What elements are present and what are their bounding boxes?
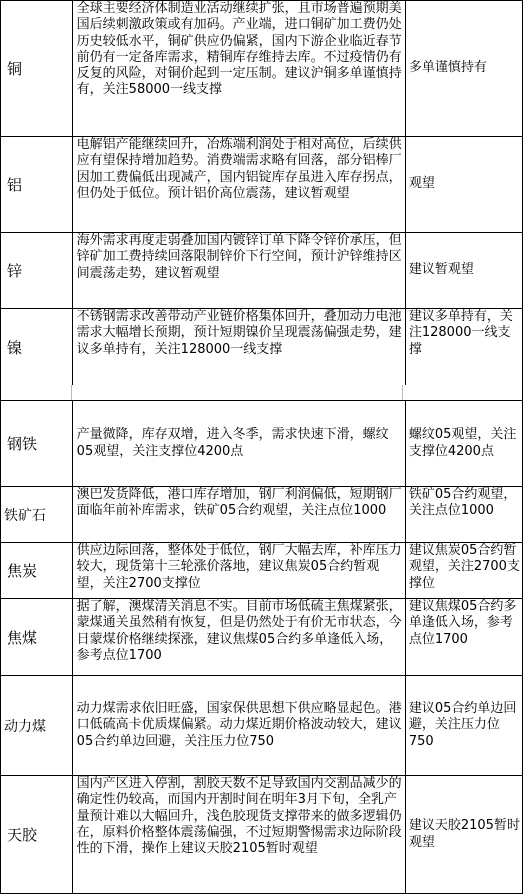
table-row (1, 1, 523, 137)
commodity-analysis: 海外需求再度走弱叠加国内镀锌订单下降令锌价承压，但锌矿加工费持续回落限制锌价下行空间，预计沪锌维持区间震荡走势，建议暂观望 (72, 233, 405, 309)
commodity-analysis: 产量微降，库存双增，进入冬季，需求快速下滑，螺纹05观望，关注支撑位4200点 (72, 401, 405, 487)
commodity-advice: 观望 (405, 137, 522, 233)
table-row (1, 776, 523, 894)
metals-table (0, 0, 523, 386)
commodity-analysis: 不锈钢需求改善带动产业链价格集体回升，叠加动力电池需求大幅增长预期，预计短期镍价呈现震荡偏强走势，建议多单持有，关注128000一线支撑 (72, 309, 405, 386)
commodity-name: 钢铁 (1, 401, 73, 487)
commodity-analysis: 供应边际回落，整体处于低位，钢厂大幅去库，补库压力较大，现货第十三轮涨价落地，建议焦炭05合约暂观望，关注2700支撑位 (72, 543, 405, 599)
table-row (1, 599, 523, 676)
commodity-name: 镍 (1, 309, 73, 386)
commodity-name: 动力煤 (1, 676, 73, 776)
commodity-advice: 建议天胶2105暂时观望 (405, 776, 522, 894)
commodity-advice: 建议多单持有，关注128000一线支撑 (405, 309, 522, 386)
table-row (1, 401, 523, 487)
commodity-advice: 建议05合约单边回避，关注压力位750 (405, 676, 522, 776)
commodity-name: 焦炭 (1, 543, 73, 599)
commodities-table (0, 400, 523, 894)
table-row (1, 309, 523, 386)
table-row (1, 233, 523, 309)
table-row (1, 543, 523, 599)
commodity-name: 锌 (1, 233, 73, 309)
commodity-name: 铁矿石 (1, 487, 73, 543)
commodity-advice: 螺纹05观望，关注支撑位4200点 (405, 401, 522, 487)
commodity-name: 铜 (1, 1, 73, 137)
commodity-advice: 建议焦炭05合约暂观望，关注2700支撑位 (405, 543, 522, 599)
commodity-analysis: 澳巴发货降低，港口库存增加，钢厂利润偏低，短期钢厂面临年前补库需求，铁矿05合约观望，关注点位1000 (72, 487, 405, 543)
commodity-analysis: 电解铝产能继续回升，冶炼端利润处于相对高位，后续供应有望保持增加趋势。消费端需求略有回落，部分铝棒厂因加工费偏低出现减产，国内铝锭库存虽进入库存拐点，但仍处于低位。预计铝价高位震荡，建议暂观望 (72, 137, 405, 233)
commodity-name: 天胶 (1, 776, 73, 894)
commodity-name: 铝 (1, 137, 73, 233)
commodity-name: 焦煤 (1, 599, 73, 676)
commodity-analysis: 据了解，澳煤清关消息不实。目前市场低硫主焦煤紧张，蒙煤通关虽然稍有恢复，但是仍然处于有价无市状态，今日蒙煤价格继续探涨，建议焦煤05合约多单逢低入场，参考点位1700 (72, 599, 405, 676)
table-spacer (0, 385, 523, 400)
commodity-analysis: 国内产区进入停割，割胶天数不足导致国内交割品减少的确定性仍较高，而国内开割时间在明年3月下旬，全乳产量预计难以大幅回升，浅色胶现货支撑带来的做多逻辑仍在，原料价格整体震荡偏强，不过短期警惕需求边际阶段性的下滑，操作上建议天胶2105暂时观望 (72, 776, 405, 894)
commodity-advice: 铁矿05合约观望，关注点位1000 (405, 487, 522, 543)
table-row (1, 137, 523, 233)
commodity-analysis: 动力煤需求依旧旺盛，国家保供思想下供应略显起色。港口低硫高卡优质煤偏紧。动力煤近期价格波动较大，建议05合约单边回避，关注压力位750 (72, 676, 405, 776)
commodity-advice: 多单谨慎持有 (405, 1, 522, 137)
commodity-analysis: 全球主要经济体制造业活动继续扩张，且市场普遍预期美国后续刺激政策或有加码。产业端，进口铜矿加工费仍处历史较低水平，铜矿供应仍偏紧，国内下游企业临近春节前仍有一定备库需求，精铜库存维持去库。不过疫情仍有反复的风险，对铜价起到一定压制。建议沪铜多单谨慎持有，关注58000一线支撑 (72, 1, 405, 137)
commodity-advice: 建议焦煤05合约多单逢低入场，参考点位1700 (405, 599, 522, 676)
table-row (1, 487, 523, 543)
table-row (1, 676, 523, 776)
commodity-advice: 建议暂观望 (405, 233, 522, 309)
